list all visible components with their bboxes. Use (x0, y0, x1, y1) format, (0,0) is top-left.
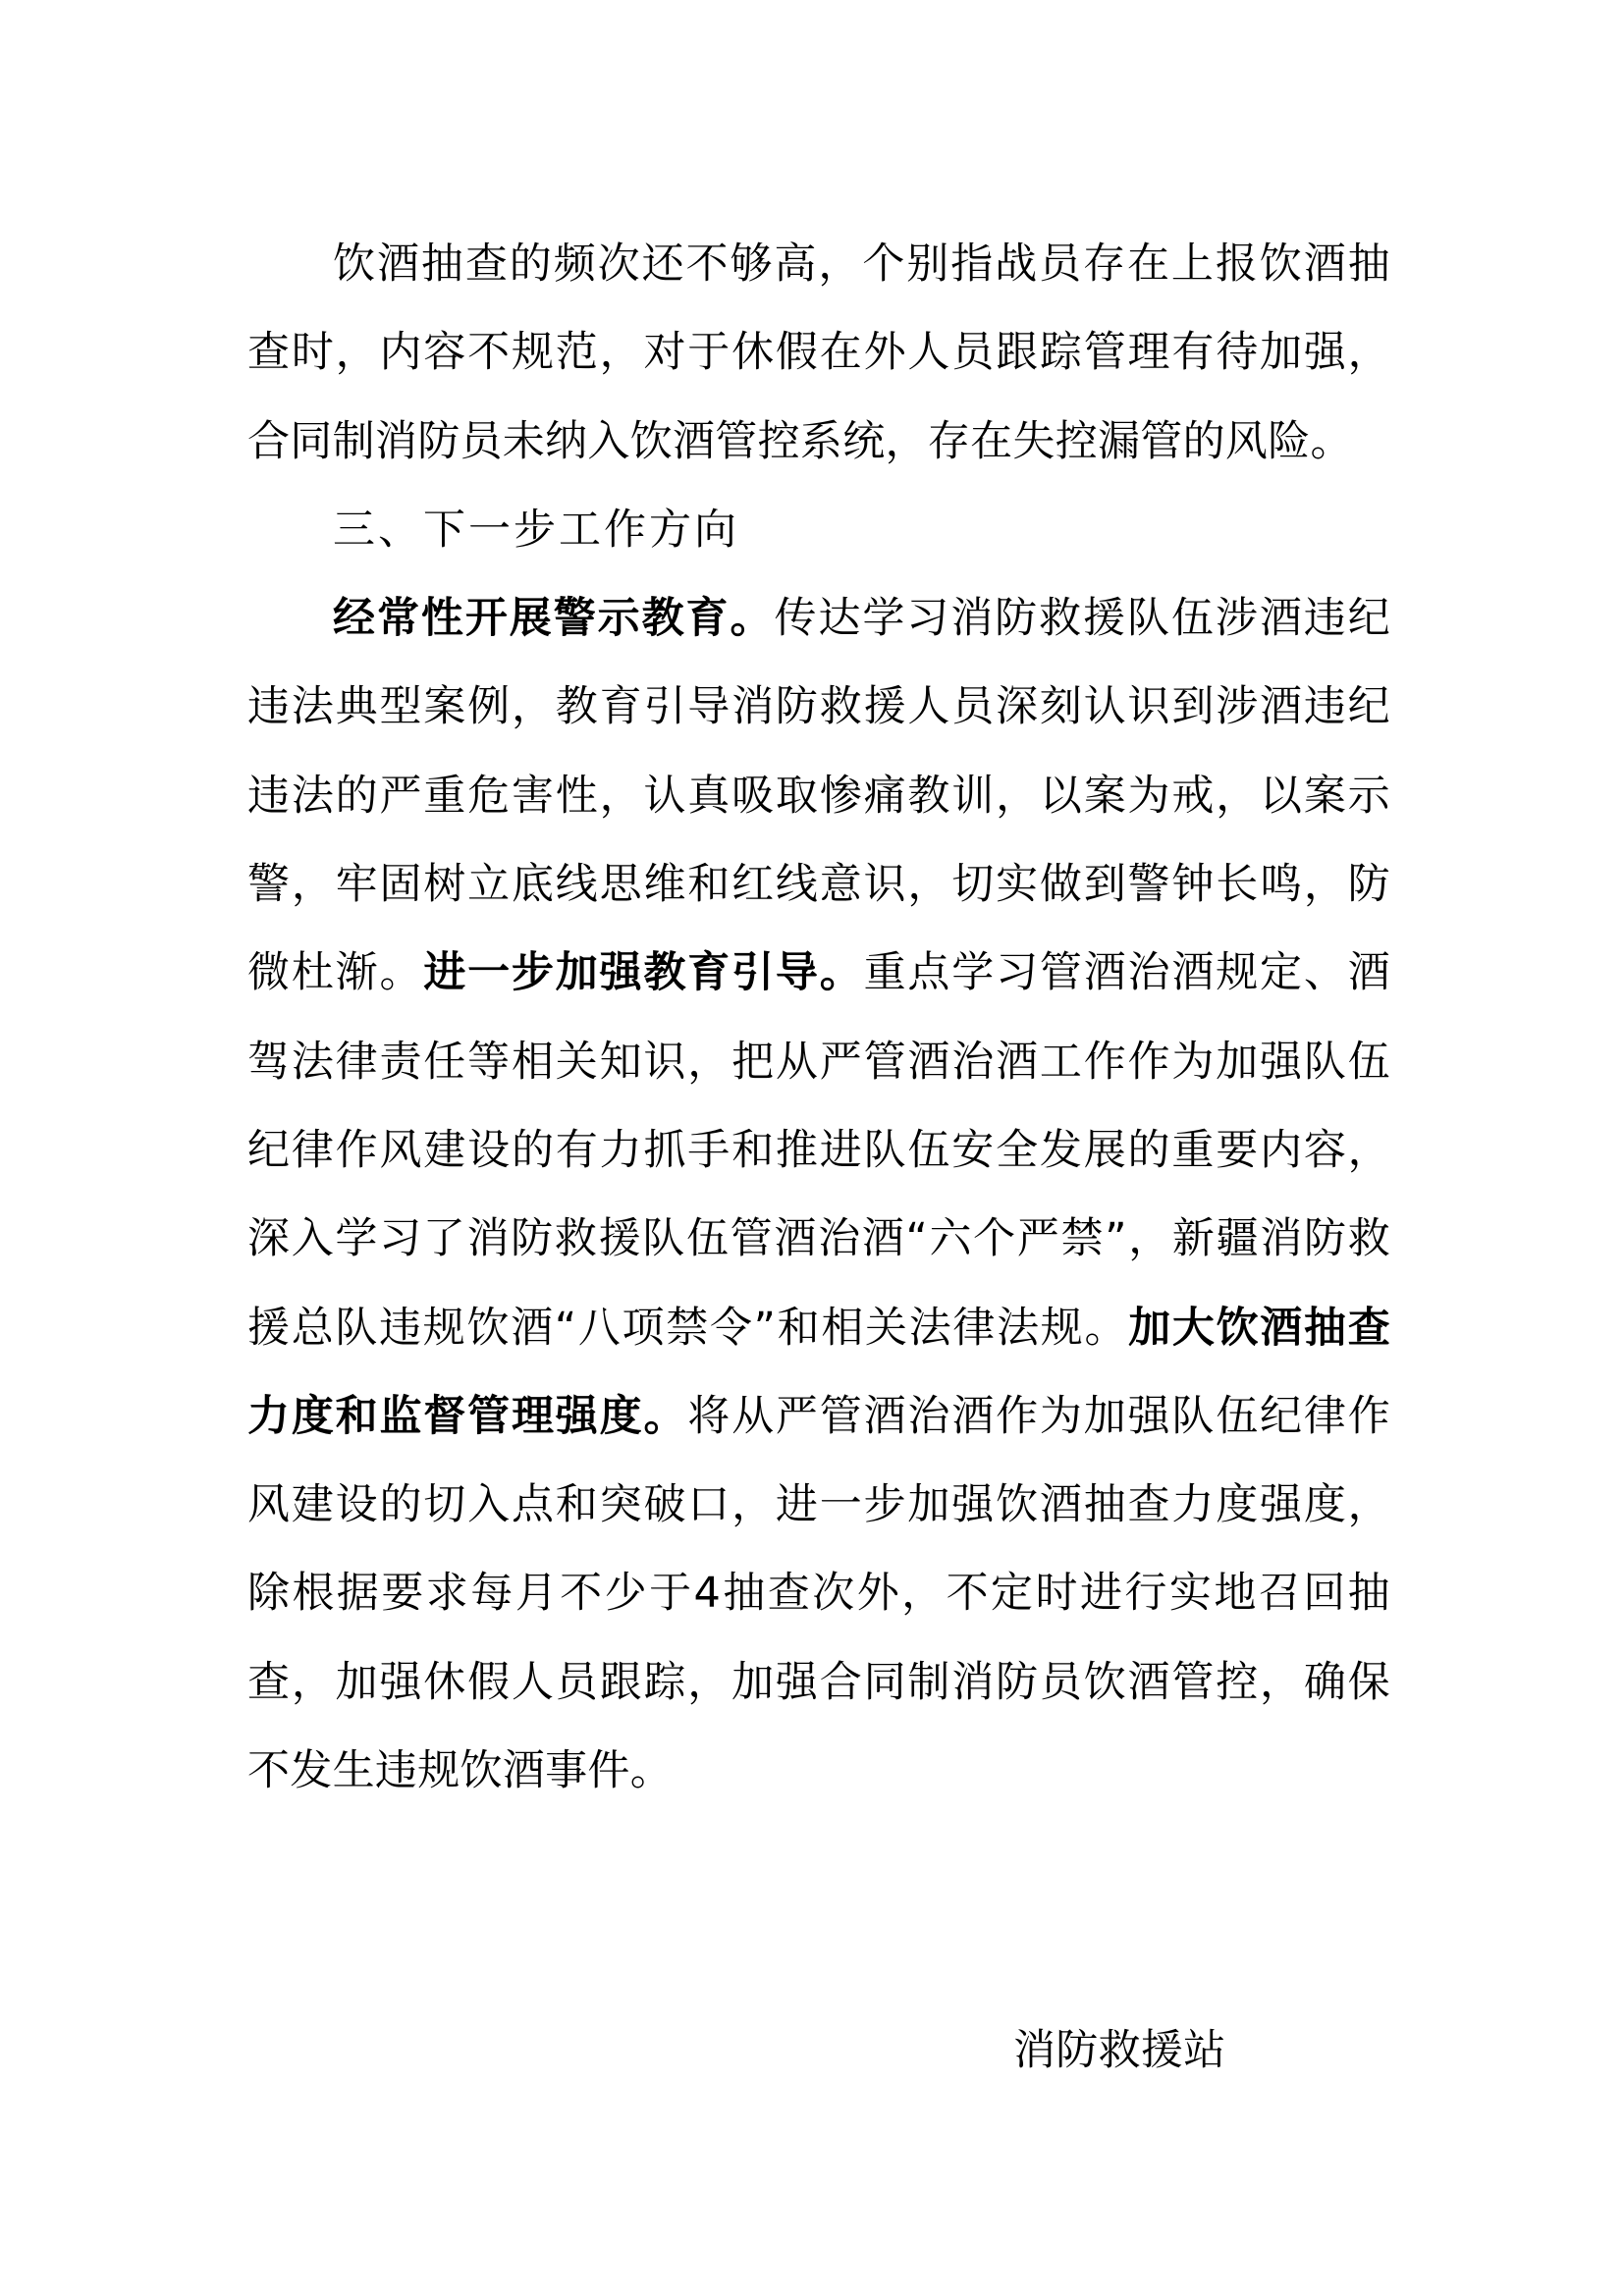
point-3-title: 加大饮酒抽查力度和监督管理强度。 (247, 1303, 1390, 1441)
document-body (247, 220, 1390, 1815)
point-1-title: 经常性开展警示教育。 (333, 594, 775, 644)
section-heading: 三、下一步工作方向 (333, 505, 739, 555)
point-3-text: 将从严管酒治酒作为加强队伍纪律作风建设的切入点和突破口，进一步加强饮酒抽查力度强度，除根据要求每月不少于4抽查次外，不定时进行实地召回抽查，加强休假人员跟踪，加强合同制消防员饮酒管控，确保不发生违规饮酒事件。 (247, 1391, 1390, 1796)
point-1-text: 传达学习消防救援队伍涉酒违纪违法典型案例，教育引导消防救援人员深刻认识到涉酒违纪违法的严重危害性，认真吸取惨痛教训，以案为戒，以案示警，牢固树立底线思维和红线意识，切实做到警钟长鸣，防微杜渐。 (247, 594, 1391, 998)
paragraph-next-steps (247, 574, 1390, 1815)
paragraph-issues: 饮酒抽查的频次还不够高，个别指战员存在上报饮酒抽查时，内容不规范，对于休假在外人员跟踪管理有待加强，合同制消防员未纳入饮酒管控系统，存在失控漏管的风险。 (247, 240, 1390, 466)
point-2-text: 重点学习管酒治酒规定、酒驾法律责任等相关知识，把从严管酒治酒工作作为加强队伍纪律作风建设的有力抓手和推进队伍安全发展的重要内容，深入学习了消防救援队伍管酒治酒“六个严禁”，新疆消防救援总队违规饮酒“八项禁令”和相关法律法规。 (247, 948, 1390, 1353)
signature: 消防救援站 (1013, 2026, 1226, 2075)
point-2-title: 进一步加强教育引导。 (423, 948, 864, 998)
